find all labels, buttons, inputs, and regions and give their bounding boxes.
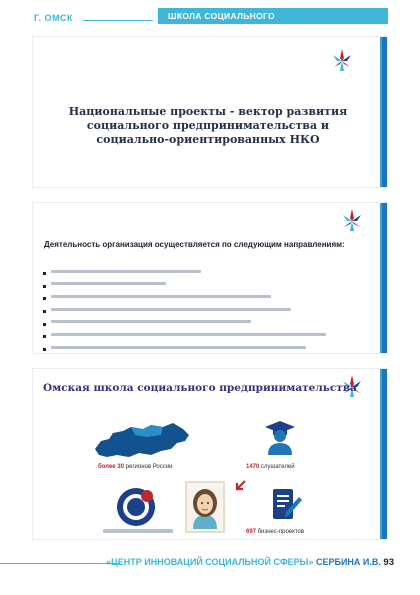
slide-title xyxy=(63,105,353,147)
target-icon xyxy=(113,487,163,532)
stat-projects xyxy=(246,529,304,535)
russia-map-icon xyxy=(91,419,191,466)
activity-text-placeholder xyxy=(51,308,291,311)
stat-regions-label: регионов России xyxy=(125,464,173,470)
slide-title-line: социального предпринимательства и xyxy=(86,119,330,132)
activity-list-item xyxy=(43,333,326,343)
stat-regions xyxy=(98,464,172,470)
page-header xyxy=(0,0,420,38)
stat-regions-number: более 30 xyxy=(98,464,124,470)
graduate-icon xyxy=(265,419,295,460)
activity-text-placeholder xyxy=(51,320,251,323)
page-footer xyxy=(0,553,420,583)
activity-text-placeholder xyxy=(51,346,306,349)
header-divider xyxy=(83,20,153,21)
stat-partners-caption xyxy=(103,529,173,533)
portrait-image xyxy=(185,481,225,533)
header-city: Г. ОМСК xyxy=(34,13,73,23)
activity-list-item xyxy=(43,320,326,330)
activity-list-item xyxy=(43,346,326,356)
slide-title-line: Национальные проекты - вектор развития xyxy=(68,105,348,118)
school-title: Омская школа социального предпринимательства xyxy=(43,382,357,394)
footer-text xyxy=(106,557,394,568)
slide-school-stats xyxy=(33,369,387,539)
activity-list-item xyxy=(43,295,326,305)
slide-national-projects xyxy=(33,37,387,187)
document-edit-icon xyxy=(271,487,303,528)
stat-students-label: слушателей xyxy=(261,464,295,470)
page-number: 93 xyxy=(383,557,394,568)
footer-divider xyxy=(0,563,120,564)
activity-list-item xyxy=(43,308,326,318)
header-section-title: ШКОЛА СОЦИАЛЬНОГО ПРЕДПРИНИМАТЕЛЬСТВА xyxy=(158,8,388,24)
stat-projects-label: бизнес-проектов xyxy=(257,529,305,535)
activity-text-placeholder xyxy=(51,295,271,298)
slide-title-line: социально-ориентированных НКО xyxy=(96,133,320,146)
slide-activities xyxy=(33,203,387,353)
slide-edge xyxy=(382,369,387,539)
activity-list-item xyxy=(43,270,326,280)
footer-author: СЕРБИНА И.В. xyxy=(315,557,381,567)
stat-students xyxy=(246,464,295,470)
slide-edge xyxy=(382,37,387,187)
footer-center-name: «ЦЕНТР ИННОВАЦИЙ СОЦИАЛЬНОЙ СФЕРЫ» xyxy=(106,557,314,567)
slide-edge xyxy=(382,203,387,353)
activity-text-placeholder xyxy=(51,270,201,273)
center-logo xyxy=(323,49,361,91)
arrow-icon xyxy=(233,479,247,498)
activities-list xyxy=(43,267,326,356)
stat-projects-number: 697 xyxy=(246,529,257,535)
activity-text-placeholder xyxy=(51,333,326,336)
activity-text-placeholder xyxy=(51,282,166,285)
activities-heading: Деятельность организация осуществляется по следующим направлениям: xyxy=(44,240,345,249)
stat-students-number: 1470 xyxy=(246,464,260,470)
activity-list-item xyxy=(43,282,326,292)
